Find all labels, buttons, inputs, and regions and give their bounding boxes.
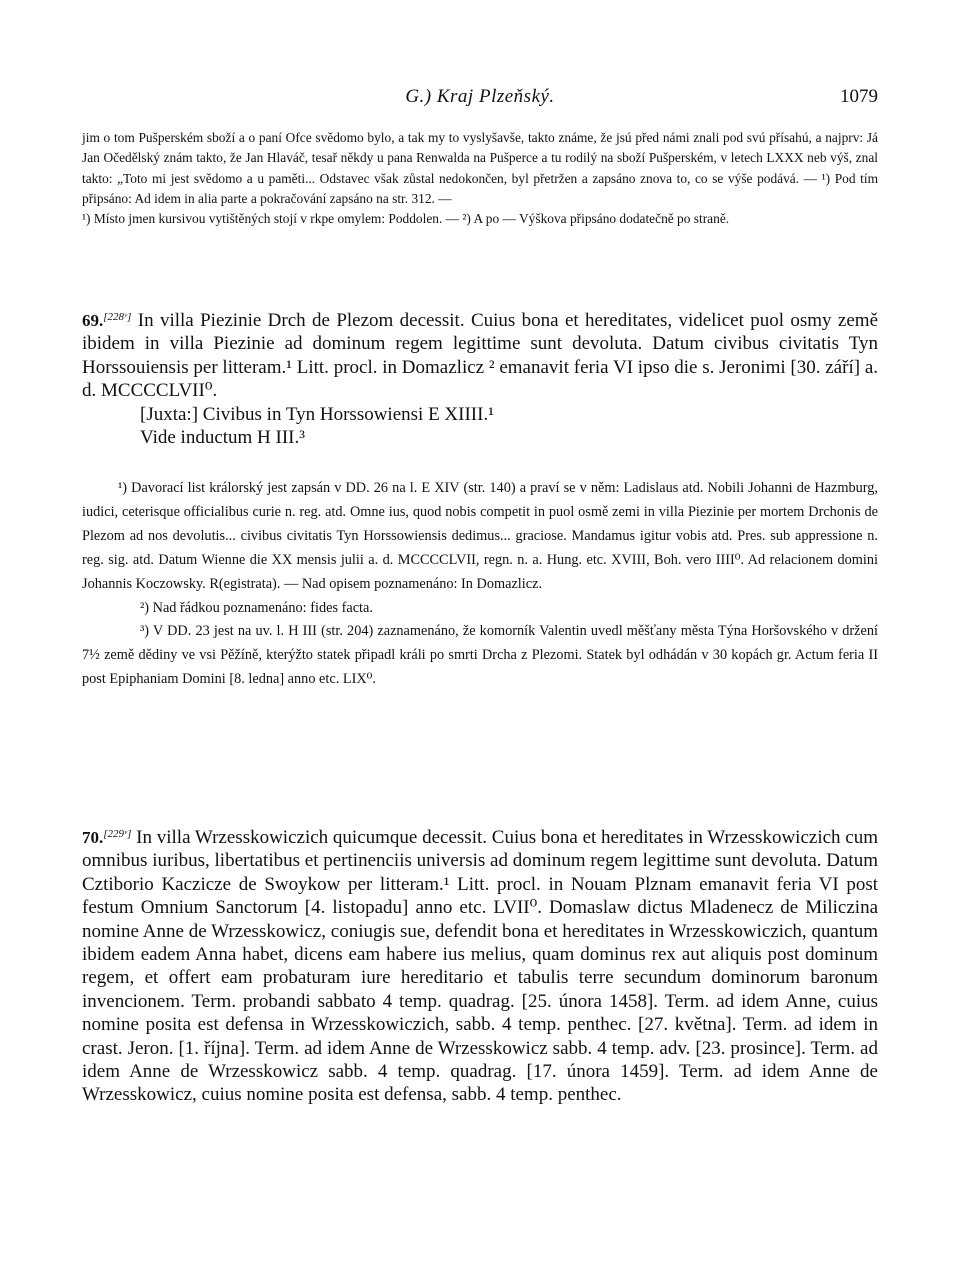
- entry-70-body: [82, 823, 878, 1107]
- footnotes-69: [82, 477, 878, 692]
- footnote-3: ³) V DD. 23 jest na uv. l. H III (str. 204) zaznamenáno, že komorník Valentin uvedl měšťany města Týna Horšovského v držení 7½ země dědiny ve vsi Pěžíně, kterýžto statek připadl králi po smrti Drcha z Plezomi. Statek byl odhádán v 30 kopách gr. Actum feria II post Epiphaniam Domini [8. ledna] anno etc. LIX⁰.: [82, 623, 878, 688]
- entry-folio-ref: [228ᵛ]: [103, 311, 132, 323]
- intro-text: jim o tom Pušperském sboží a o paní Ofce svědomo bylo, a tak my to vyslyšavše, takto známe, že jsú před námi znali pod svú přísahú, a najprv: Já Jan Očedělský znám takto, že Jan Hlaváč, tesař někdy u pana Renwalda na Pušperce a tu rodilý na sboží Pušperském, v letech LXXX neb výš, znal takto: „Toto mi jest svědomo a u paměti... Odstavec však zůstal nedokončen, byl přetržen a zapsáno znova to, co se výše podává. — ¹) Pod tím připsáno: Ad idem in alia parte a pokračování zapsáno na str. 312. —: [82, 130, 878, 206]
- running-title: G.) Kraj Plzeňský.: [405, 86, 555, 107]
- entry-number: 69.: [82, 311, 104, 330]
- intro-footnote: ¹) Místo jmen kursivou vytištěných stojí v rkpe omylem: Poddolen. — ²) A po — Výškova připsáno dodatečně po straně.: [82, 211, 730, 227]
- footnote-2: ²) Nad řádkou poznamenáno: fides facta.: [140, 599, 373, 616]
- page-number: 1079: [840, 86, 878, 107]
- entry-70-text: In villa Wrzesskowiczich quicumque decessit. Cuius bona et hereditates in Wrzesskowiczich cum omnibus iuribus, libertatibus et pertinenciis universis ad dominum regem legittime sunt devoluta. Datum Cztiborio Kaczicze de Swoykow per litteram.¹ Litt. procl. in Nouam Plznam emanavit feria VI post festum Omnium Sanctorum [4. listopadu] anno etc. LVII⁰. Domaslaw dictus Mladenecz de Miliczina nomine Anne de Wrzesskowicz, coniugis sue, defendit bona et hereditates in Wrzesskowiczich, quantum ibidem eadem Anna habet, dicens eam habere ius melius, quam dominus rex aut aliquis post dominum regem, et offert eam probaturam iure hereditario et tabulis terre secundum dominorum baronum invencionem. Term. probandi sabbato 4 temp. quadrag. [25. února 1458]. Term. ad idem Anne, cuius nomine posita est defensa in Wrzesskowiczich, sabb. 4 temp. penthec. [27. května]. Term. ad idem in crast. Jeron. [1. října]. Term. ad idem Anne de Wrzesskowicz sabb. 4 temp. adv. [23. prosince]. Term. ad idem Anne de Wrzesskowicz sabb. 4 temp. quadrag. [17. února 1459]. Term. ad idem Anne de Wrzesskowicz, cuius nomine posita est defensa, sabb. 4 temp. penthec.: [82, 827, 878, 1106]
- entry-folio-ref: [229ᵛ]: [103, 828, 132, 840]
- entry-number: 70.: [82, 828, 104, 847]
- footnote-1: ¹) Davorací list králorský jest zapsán v DD. 26 na l. E XIV (str. 140) a praví se v něm: Ladislaus atd. Nobili Johanni de Hazmburg, iudici, ceterisque officialibus curie n. reg. atd. Omne ius, quod nobis competit in puol osmě zemi in villa Piezinie per mortem Drchonis de Plezom ad nos devolutis... civibus civitatis Tyn Horssowiensis dedimus... graciose. Mandamus igitur vobis atd. Pres. sub appressione n. reg. sig. atd. Datum Wienne die XX mensis julii a. d. MCCCCLVII, regn. n. a. Hung. etc. XVIII, Boh. vero IIII⁰. Ad relacionem domini Johannis Koczowsky. R(egistrata). — Nad opisem poznamenáno: In Domazlicz.: [82, 480, 878, 592]
- intro-paragraph: [82, 128, 878, 229]
- entry-69-vide: Vide inductum H III.³: [140, 427, 305, 449]
- entry-69-juxta: [Juxta:] Civibus in Tyn Horssowiensi E XIIII.¹: [140, 403, 494, 425]
- entry-70: [82, 823, 878, 1107]
- entry-69: [82, 306, 878, 449]
- entry-69-text: In villa Piezinie Drch de Plezom decessit. Cuius bona et hereditates, videlicet puol osmy země ibidem in villa Piezinie ad dominum regem legittime sunt devoluta. Datum civibus civitatis Tyn Horssouiensis per litteram.¹ Litt. procl. in Domazlicz ² emanavit feria VI ipso die s. Jeronimi [30. září] a. d. MCCCCLVII⁰.: [82, 310, 879, 402]
- page-header: [82, 86, 878, 112]
- entry-69-body: [82, 306, 878, 403]
